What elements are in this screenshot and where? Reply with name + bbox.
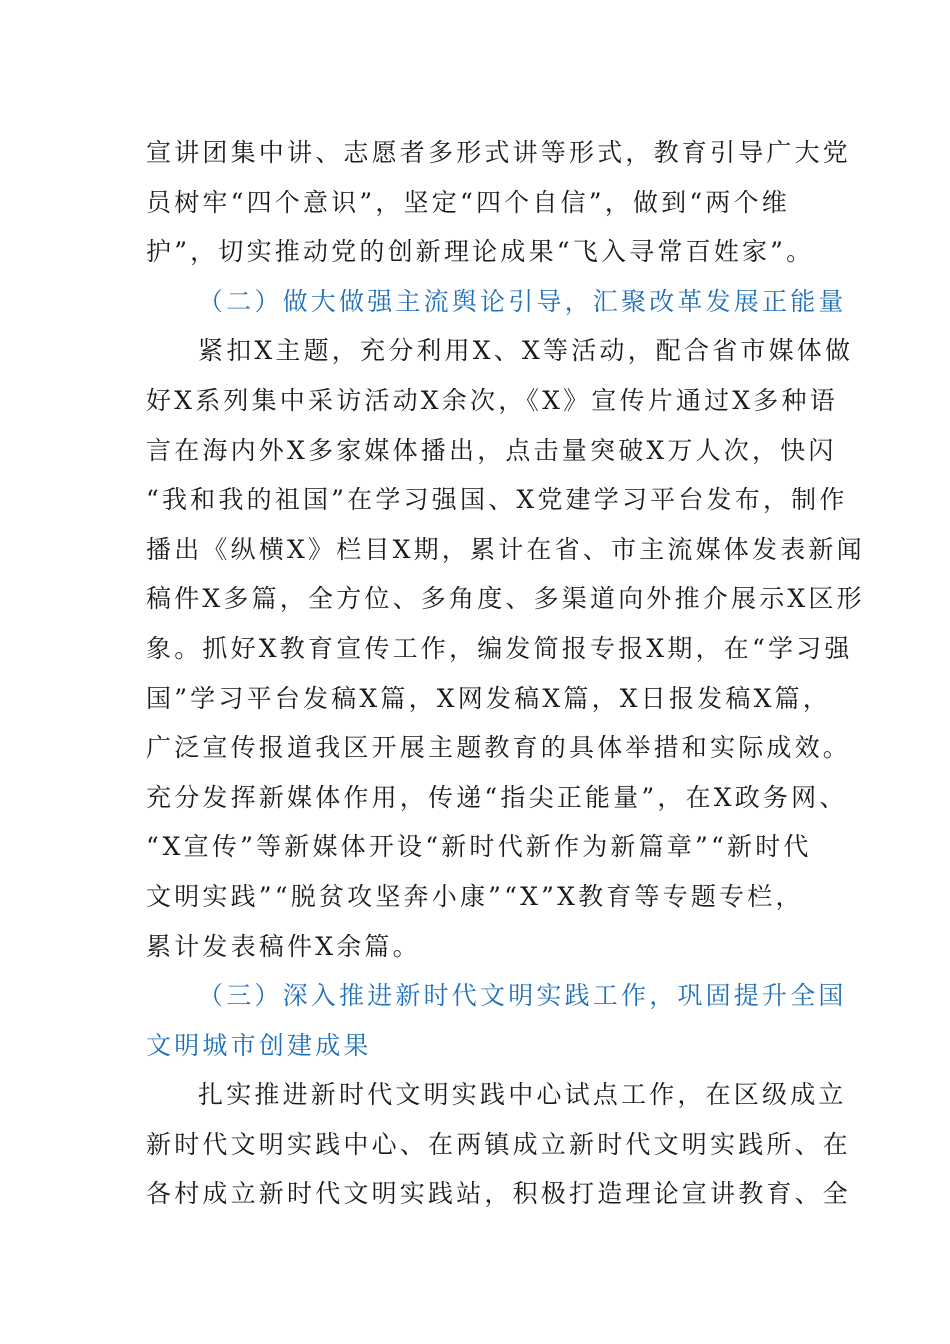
- text-line: 好X系列集中采访活动X余次，《X》宣传片通过X多种语: [146, 385, 838, 415]
- text-line: 紧扣X主题，充分利用X、X等活动，配合省市媒体做: [198, 336, 854, 366]
- document-body: [146, 128, 865, 1219]
- text-line: 稿件X多篇，全方位、多角度、多渠道向外推介展示X区形: [146, 584, 865, 614]
- text-line: 新时代文明实践中心、在两镇成立新时代文明实践所、在: [146, 1129, 852, 1159]
- text-line: 播出《纵横X》栏目X期，累计在省、市主流媒体发表新闻: [146, 534, 865, 564]
- section-heading-2: （二）做大做强主流舆论引导，汇聚改革发展正能量: [198, 286, 847, 316]
- section-heading-3-cont: 文明城市创建成果: [146, 1030, 372, 1060]
- text-line: 各村成立新时代文明实践站，积极打造理论宣讲教育、全: [146, 1179, 852, 1209]
- text-line: 广泛宣传报道我区开展主题教育的具体举措和实际成效。: [146, 733, 852, 763]
- text-line: 文明实践”“脱贫攻坚奔小康”“X”X教育等专题专栏，: [146, 881, 804, 911]
- text-line: 象。抓好X教育宣传工作，编发简报专报X期，在“学习强: [146, 633, 853, 663]
- text-line: 扎实推进新时代文明实践中心试点工作，在区级成立: [198, 1080, 847, 1110]
- text-line: 言在海内外X多家媒体播出，点击量突破X万人次，快闪: [146, 435, 837, 465]
- text-line: 国”学习平台发稿X篇，X网发稿X篇，X日报发稿X篇，: [146, 683, 831, 713]
- text-line: 员树牢“四个意识”，坚定“四个自信”，做到“两个维: [146, 187, 790, 217]
- text-line: “X宣传”等新媒体开设“新时代新作为新篇章”“新时代: [146, 832, 812, 862]
- text-line: “我和我的祖国”在学习强国、X党建学习平台发布，制作: [146, 485, 848, 515]
- text-line: 宣讲团集中讲、志愿者多形式讲等形式，教育引导广大党: [146, 138, 852, 167]
- text-line: 护”，切实推动党的创新理论成果“飞入寻常百姓家”。: [146, 237, 815, 267]
- text-line: 累计发表稿件X余篇。: [146, 931, 421, 961]
- section-heading-3: （三）深入推进新时代文明实践工作，巩固提升全国: [198, 981, 847, 1011]
- text-line: 充分发挥新媒体作用，传递“指尖正能量”，在X政务网、: [146, 782, 848, 812]
